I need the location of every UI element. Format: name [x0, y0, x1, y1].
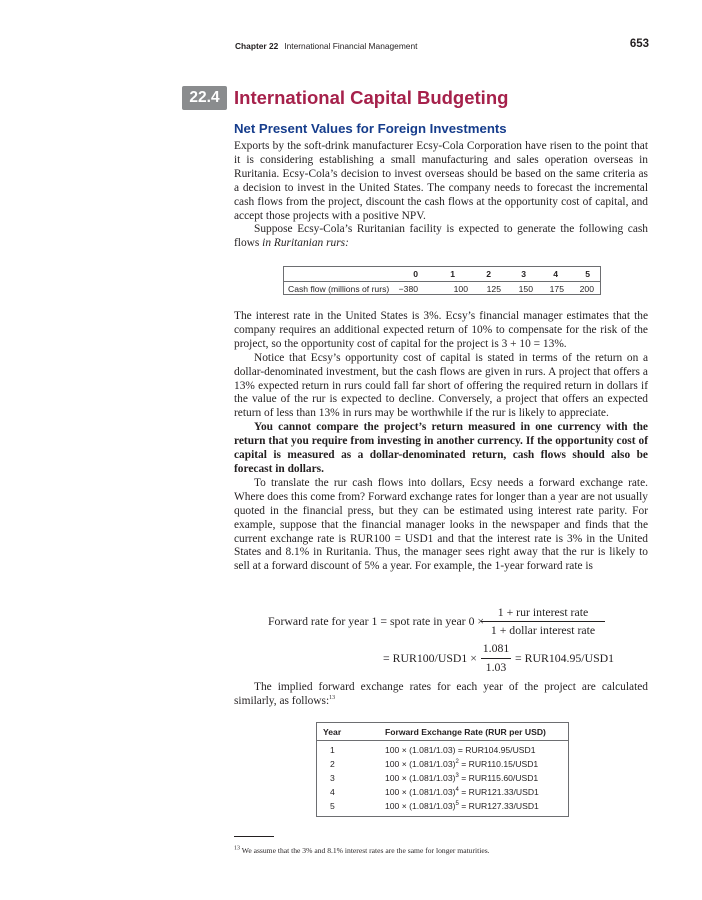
paragraph: The implied forward exchange rates for each year of the project are calculated similarly, as follows:$^{13}$	[234, 681, 648, 707]
formula-line2-numerator: 1.081	[482, 641, 510, 655]
paragraph: To translate the rur cash flows into dollars, Ecsy needs a forward exchange rate. Where does this come from? Forward exchange rates for longer than a year are not usually quoted in the financial press, but they can be estimated using interest rate parity. For example, suppose that the financial manager looks in the newspaper and finds that the current exchange rate is RUR100 = USD1 and that the interest rate is 3% in the United States and 8.1% in Ruritania. Thus, the manager sees right away that the rur is likely to sell at a forward discount of 5% a year. For example, the 1-year forward rate is	[234, 476, 648, 573]
column-header: Year	[323, 727, 342, 737]
table-cell: 5	[585, 269, 590, 279]
forward-rate-table	[316, 722, 569, 817]
table-header-row	[317, 723, 568, 741]
footnote-text: We assume that the 3% and 8.1% interest rates are the same for longer maturities.	[241, 846, 490, 855]
fraction-bar	[481, 658, 511, 659]
year-cell: 1	[330, 745, 335, 755]
footnote-ref: 13	[329, 695, 336, 702]
section-title: International Capital Budgeting	[234, 87, 509, 108]
year-cell: 5	[330, 801, 335, 811]
chapter-label: Chapter 22	[235, 41, 279, 51]
footnote	[234, 846, 490, 855]
formula-lhs: Forward rate for year 1 = spot rate in year 0 ×	[268, 614, 485, 628]
footnote-rule	[234, 836, 274, 837]
text-block-intro	[234, 140, 648, 251]
table-cell: 200	[579, 284, 594, 294]
year-cell: 3	[330, 773, 335, 783]
text-block-implied	[234, 681, 648, 709]
text-block-main	[234, 310, 648, 574]
rate-cell: $100 \times (1.081/1.03)^4 = RUR121.33/USD1$	[385, 787, 539, 797]
table-row	[317, 801, 568, 815]
table-cell: 2	[486, 269, 491, 279]
footnote-number: 13	[234, 845, 240, 852]
fraction-bar	[481, 621, 605, 622]
page-number: 653	[629, 38, 649, 50]
table-cell: −380	[398, 284, 418, 294]
rate-cell: $100 \times (1.081/1.03)^5 = RUR127.33/USD1$	[385, 801, 539, 811]
formula-line2-rhs: = RUR104.95/USD1	[515, 651, 615, 665]
formula-denominator: 1 + dollar interest rate	[490, 623, 596, 637]
table-cell: 0	[413, 269, 418, 279]
row-label: Cash flow (millions of rurs)	[288, 284, 390, 294]
table-row	[317, 773, 568, 787]
table-cell: 3	[521, 269, 526, 279]
paragraph: The interest rate in the United States is 3%. Ecsy’s financial manager estimates that the company requires an additional expected return of 10% to compensate for the risk of the project, so the opportunity cost of capital for the project is 3 + 10 = 13%.	[234, 310, 648, 350]
cash-flow-table	[283, 266, 601, 295]
formula-numerator: 1 + rur interest rate	[497, 605, 589, 619]
subsection-title: Net Present Values for Foreign Investments	[234, 121, 507, 136]
section-number-badge: 22.4	[182, 86, 227, 110]
table-cell: 150	[518, 284, 533, 294]
chapter-title: International Financial Management	[284, 41, 418, 51]
column-header: Forward Exchange Rate (RUR per USD)	[385, 727, 546, 737]
table-row	[317, 745, 568, 759]
rate-cell: 100 × (1.081/1.03) = RUR104.95/USD1	[385, 745, 536, 755]
paragraph: Exports by the soft-drink manufacturer Ecsy-Cola Corporation have risen to the point that it is considering establishing a small manufacturing and sales operation overseas in Ruritania. Ecsy-Cola’s decision to invest overseas should be based on the same criteria as a decision to invest in the United States. The company needs to forecast the incremental cash flows from the project, discount the cash flows at the opportunity cost of capital, and accept those projects with a positive NPV.	[234, 140, 648, 222]
paragraph-bold: You cannot compare the project’s return measured in one currency with the return that you require from investing in another currency. If the opportunity cost of capital is measured as a dollar-denominated return, cash flows should also be forecast in dollars.	[234, 421, 648, 475]
rate-cell: $100 \times (1.081/1.03)^2 = RUR110.15/USD1$	[385, 759, 539, 769]
paragraph: Suppose Ecsy-Cola’s Ruritanian facility is expected to generate the following cash flows in Ruritanian rurs:	[234, 223, 648, 250]
table-row	[317, 759, 568, 773]
table-cell: 125	[486, 284, 501, 294]
formula-line2-lhs: = RUR100/USD1 ×	[383, 651, 477, 665]
running-header	[235, 41, 417, 51]
table-header-row	[284, 267, 600, 281]
table-cell: 4	[553, 269, 558, 279]
formula-line2-denominator: 1.03	[485, 660, 507, 674]
rate-cell: $100 \times (1.081/1.03)^3 = RUR115.60/USD1$	[385, 773, 539, 783]
table-row	[317, 787, 568, 801]
table-cell: 1	[450, 269, 455, 279]
table-row	[284, 281, 600, 296]
paragraph: Notice that Ecsy’s opportunity cost of capital is stated in terms of the return on a dollar-denominated investment, but the cash flows are given in rurs. A project that offers a 13% expected return in rurs could fall far short of offering the required return in dollars if the value of the rur is expected to decline. Conversely, a project that offers an expected return of less than 13% in rurs may be worthwhile if the rur is likely to appreciate.	[234, 351, 648, 420]
year-cell: 2	[330, 759, 335, 769]
table-cell: 100	[453, 284, 468, 294]
year-cell: 4	[330, 787, 335, 797]
table-cell: 175	[549, 284, 564, 294]
